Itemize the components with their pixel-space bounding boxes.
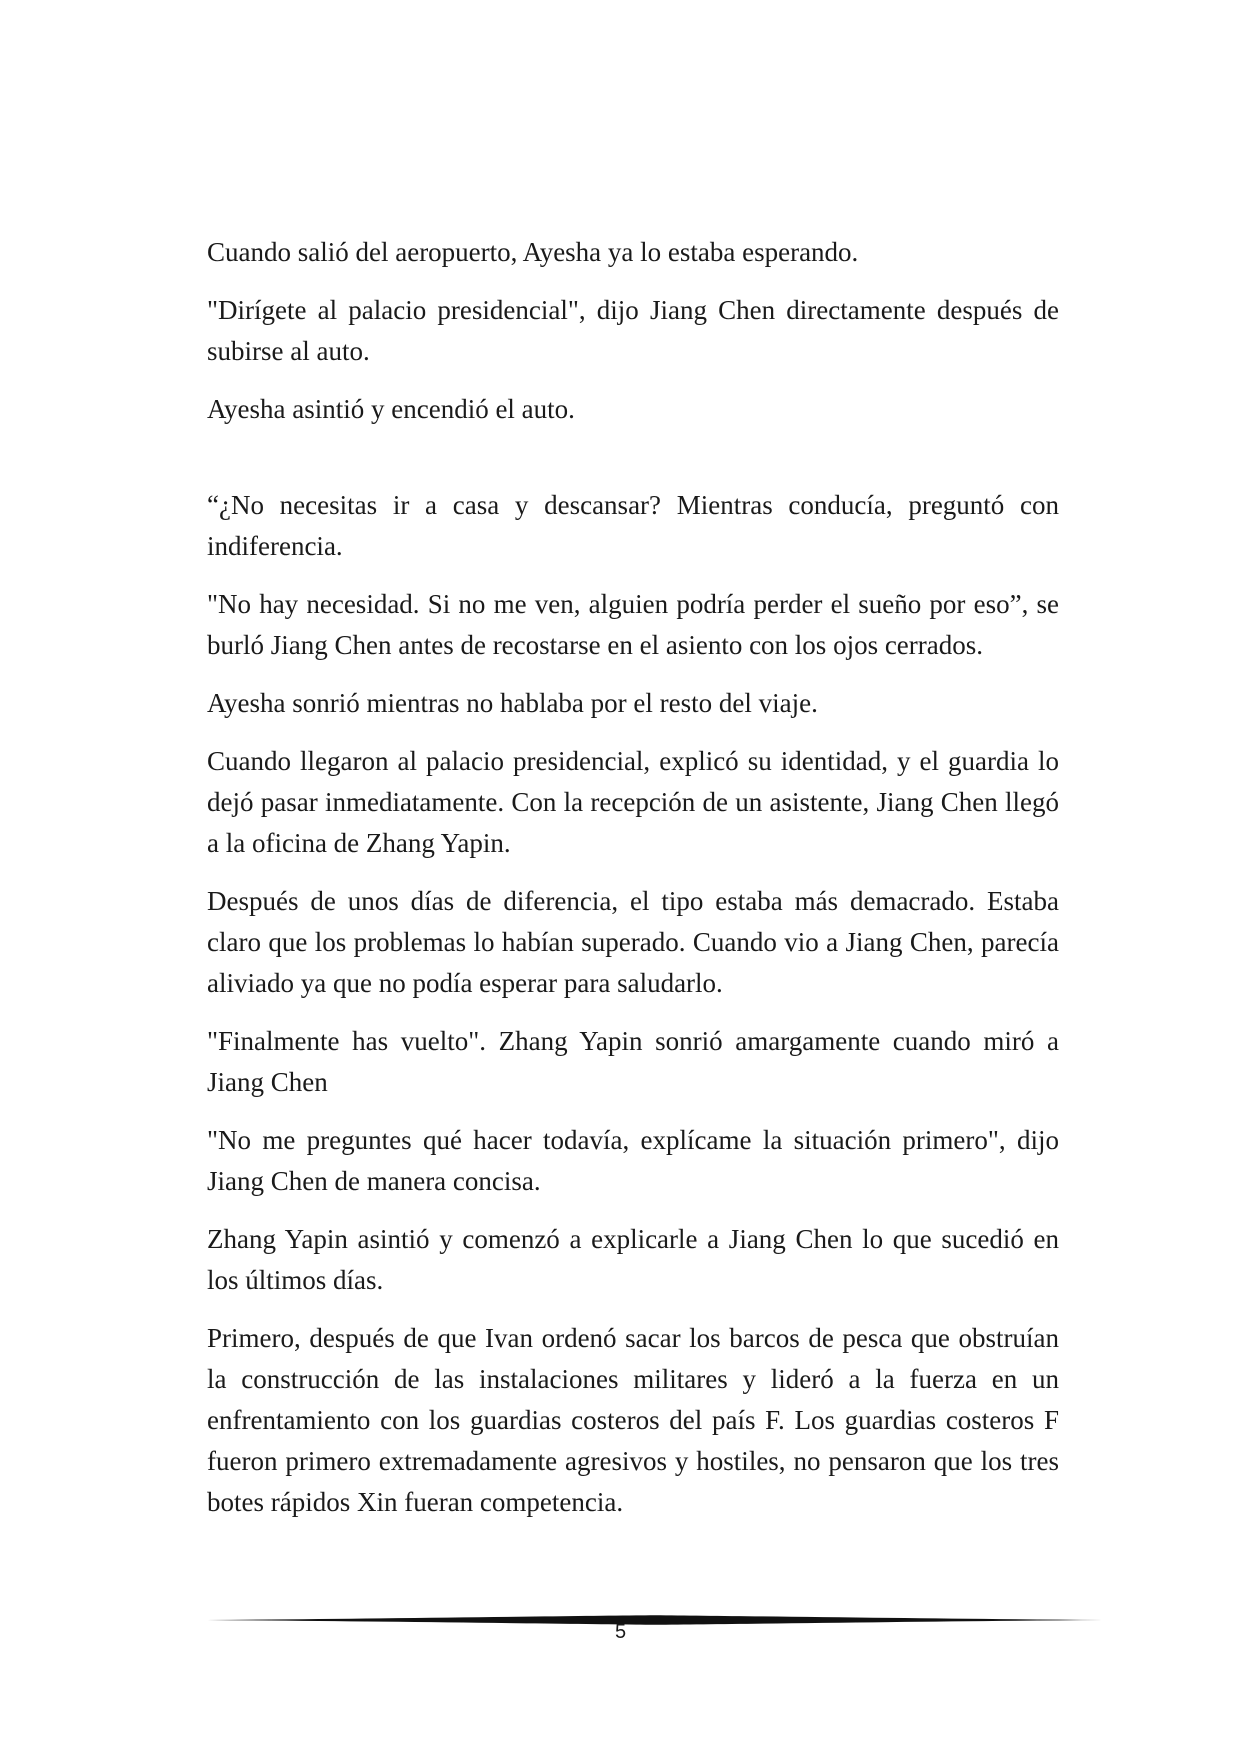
paragraph: Zhang Yapin asintió y comenzó a explicarle a Jiang Chen lo que sucedió en los últimos días. — [207, 1224, 1059, 1295]
section-gap — [207, 447, 1059, 485]
paragraph: Cuando salió del aeropuerto, Ayesha ya lo estaba esperando. — [207, 237, 859, 267]
paragraph: Primero, después de que Ivan ordenó sacar los barcos de pesca que obstruían la construcción de las instalaciones militares y lideró a la fuerza en un enfrentamiento con los guardias costeros del país F. Los guardias costeros F fueron primero extremadamente agresivos y hostiles, no pensaron que los tres botes rápidos Xin fueran competencia. — [207, 1323, 1059, 1517]
paragraph: "Finalmente has vuelto". Zhang Yapin sonrió amargamente cuando miró a Jiang Chen — [207, 1026, 1059, 1097]
page-body — [207, 232, 1059, 1540]
paragraph: Ayesha asintió y encendió el auto. — [207, 394, 575, 424]
paragraph: "No me preguntes qué hacer todavía, explícame la situación primero", dijo Jiang Chen de manera concisa. — [207, 1125, 1059, 1196]
page-number: 5 — [614, 1621, 627, 1643]
paragraph: Ayesha sonrió mientras no hablaba por el resto del viaje. — [207, 688, 818, 718]
paragraph: “¿No necesitas ir a casa y descansar? Mientras conducía, preguntó con indiferencia. — [207, 490, 1059, 561]
paragraph: Después de unos días de diferencia, el tipo estaba más demacrado. Estaba claro que los problemas lo habían superado. Cuando vio a Jiang Chen, parecía aliviado ya que no podía esperar para saludarlo. — [207, 886, 1059, 998]
paragraph: Cuando llegaron al palacio presidencial, explicó su identidad, y el guardia lo dejó pasar inmediatamente. Con la recepción de un asistente, Jiang Chen llegó a la oficina de Zhang Yapin. — [207, 746, 1059, 858]
paragraph: "Dirígete al palacio presidencial", dijo Jiang Chen directamente después de subirse al auto. — [207, 295, 1059, 366]
paragraph: "No hay necesidad. Si no me ven, alguien podría perder el sueño por eso”, se burló Jiang Chen antes de recostarse en el asiento con los ojos cerrados. — [207, 589, 1059, 660]
